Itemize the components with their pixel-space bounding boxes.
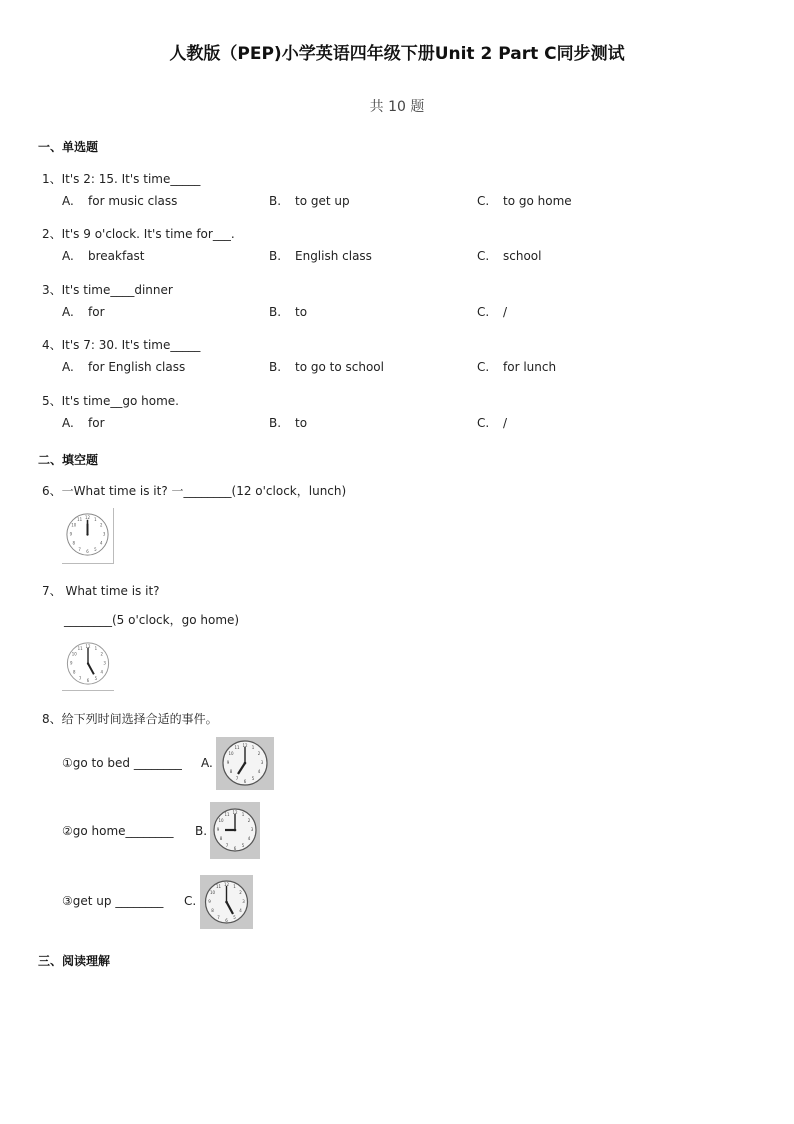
option-1c: C. to go home	[477, 194, 572, 208]
section-reading: 三、阅读理解	[38, 954, 111, 968]
svg-text:5: 5	[241, 843, 245, 848]
match-letter-b: B.	[195, 824, 208, 838]
match-left-1: ①go to bed ________	[62, 756, 182, 770]
svg-text:4: 4	[239, 908, 242, 913]
option-2c: C. school	[477, 249, 542, 263]
svg-text:3: 3	[250, 827, 254, 832]
svg-text:12: 12	[223, 882, 230, 887]
svg-text:3: 3	[260, 760, 264, 765]
question-6: 6、一What time is it? 一________(12 o'clock，lunch)	[42, 484, 347, 498]
option-1a: A. for music class	[62, 194, 178, 208]
question-7-blank: ________(5 o'clock，go home)	[64, 613, 240, 627]
svg-text:9: 9	[208, 899, 211, 904]
svg-text:5: 5	[94, 547, 97, 553]
option-4c: C. for lunch	[477, 360, 557, 374]
svg-text:12: 12	[242, 743, 248, 748]
question-1: 1、It's 2: 15. It's time_____	[42, 172, 201, 186]
svg-text:6: 6	[86, 549, 89, 555]
svg-text:6: 6	[233, 846, 237, 851]
svg-text:5: 5	[251, 776, 255, 781]
svg-text:10: 10	[71, 522, 77, 528]
option-4a: A. for English class	[62, 360, 186, 374]
option-3a: A. for	[62, 305, 105, 319]
question-4: 4、It's 7: 30. It's time_____	[42, 338, 201, 352]
svg-text:11: 11	[234, 745, 240, 750]
option-2a: A. breakfast	[62, 249, 145, 263]
clock-12-icon	[62, 508, 114, 564]
svg-text:2: 2	[247, 818, 251, 823]
clock-5-icon	[62, 637, 114, 691]
svg-text:8: 8	[229, 769, 233, 774]
svg-text:12: 12	[232, 810, 238, 815]
svg-text:12: 12	[85, 643, 91, 649]
question-8: 8、给下列时间选择合适的事件。	[42, 712, 218, 726]
svg-text:3: 3	[242, 899, 245, 904]
svg-text:5: 5	[94, 676, 98, 682]
svg-text:9: 9	[69, 531, 73, 537]
svg-text:2: 2	[100, 651, 103, 657]
svg-text:2: 2	[239, 890, 242, 895]
svg-text:11: 11	[224, 812, 230, 817]
svg-text:12: 12	[85, 514, 90, 520]
svg-text:1: 1	[94, 645, 98, 651]
option-1b: B. to get up	[269, 194, 350, 208]
svg-text:7: 7	[217, 915, 220, 920]
svg-text:9: 9	[70, 660, 73, 666]
svg-text:10: 10	[218, 818, 224, 823]
question-7: 7、 What time is it?	[42, 584, 160, 598]
question-2: 2、It's 9 o'clock. It's time for___.	[42, 227, 235, 241]
svg-text:1: 1	[94, 516, 97, 522]
clock-b-icon	[210, 802, 260, 859]
svg-text:11: 11	[77, 516, 83, 522]
question-count: 共 10 题	[369, 99, 425, 115]
svg-text:1: 1	[233, 884, 236, 889]
option-5a: A. for	[62, 416, 105, 430]
svg-text:1: 1	[241, 812, 245, 817]
svg-text:10: 10	[228, 751, 234, 756]
svg-text:2: 2	[257, 751, 261, 756]
svg-text:7: 7	[225, 843, 229, 848]
option-5c: C. /	[477, 416, 508, 430]
svg-text:4: 4	[100, 669, 103, 675]
match-letter-c: C.	[184, 894, 197, 908]
svg-text:11: 11	[215, 884, 222, 889]
svg-text:6: 6	[225, 918, 228, 923]
svg-text:9: 9	[226, 760, 230, 765]
clock-c-icon	[200, 875, 253, 929]
svg-text:2: 2	[99, 522, 103, 528]
section-multiple-choice: 一、单选题	[38, 140, 99, 154]
svg-text:7: 7	[78, 547, 81, 553]
svg-text:3: 3	[102, 531, 106, 537]
match-letter-a: A.	[201, 756, 213, 770]
svg-text:6: 6	[243, 779, 247, 784]
question-5: 5、It's time__go home.	[42, 394, 179, 408]
page-title: 人教版（PEP)小学英语四年级下册Unit 2 Part C同步测试	[169, 44, 625, 64]
svg-text:4: 4	[99, 540, 103, 546]
svg-text:8: 8	[72, 540, 76, 546]
section-fill-in: 二、填空题	[38, 453, 99, 467]
option-4b: B. to go to school	[269, 360, 384, 374]
clock-a-icon	[216, 737, 274, 790]
match-left-2: ②go home________	[62, 824, 174, 838]
svg-text:5: 5	[233, 915, 236, 920]
svg-text:10: 10	[209, 890, 216, 895]
svg-text:7: 7	[235, 776, 239, 781]
svg-text:8: 8	[219, 836, 223, 841]
svg-text:4: 4	[247, 836, 251, 841]
svg-text:9: 9	[216, 827, 220, 832]
svg-text:11: 11	[77, 645, 83, 651]
option-5b: B. to	[269, 416, 308, 430]
option-3b: B. to	[269, 305, 308, 319]
svg-text:7: 7	[78, 676, 82, 682]
question-3: 3、It's time____dinner	[42, 283, 173, 297]
svg-text:3: 3	[103, 660, 106, 666]
svg-text:6: 6	[86, 678, 90, 684]
svg-text:1: 1	[251, 745, 255, 750]
svg-text:8: 8	[211, 908, 214, 913]
svg-text:10: 10	[71, 651, 77, 657]
match-left-3: ③get up ________	[62, 894, 164, 908]
svg-text:8: 8	[73, 669, 76, 675]
option-3c: C. /	[477, 305, 508, 319]
svg-text:4: 4	[257, 769, 261, 774]
option-2b: B. English class	[269, 249, 372, 263]
